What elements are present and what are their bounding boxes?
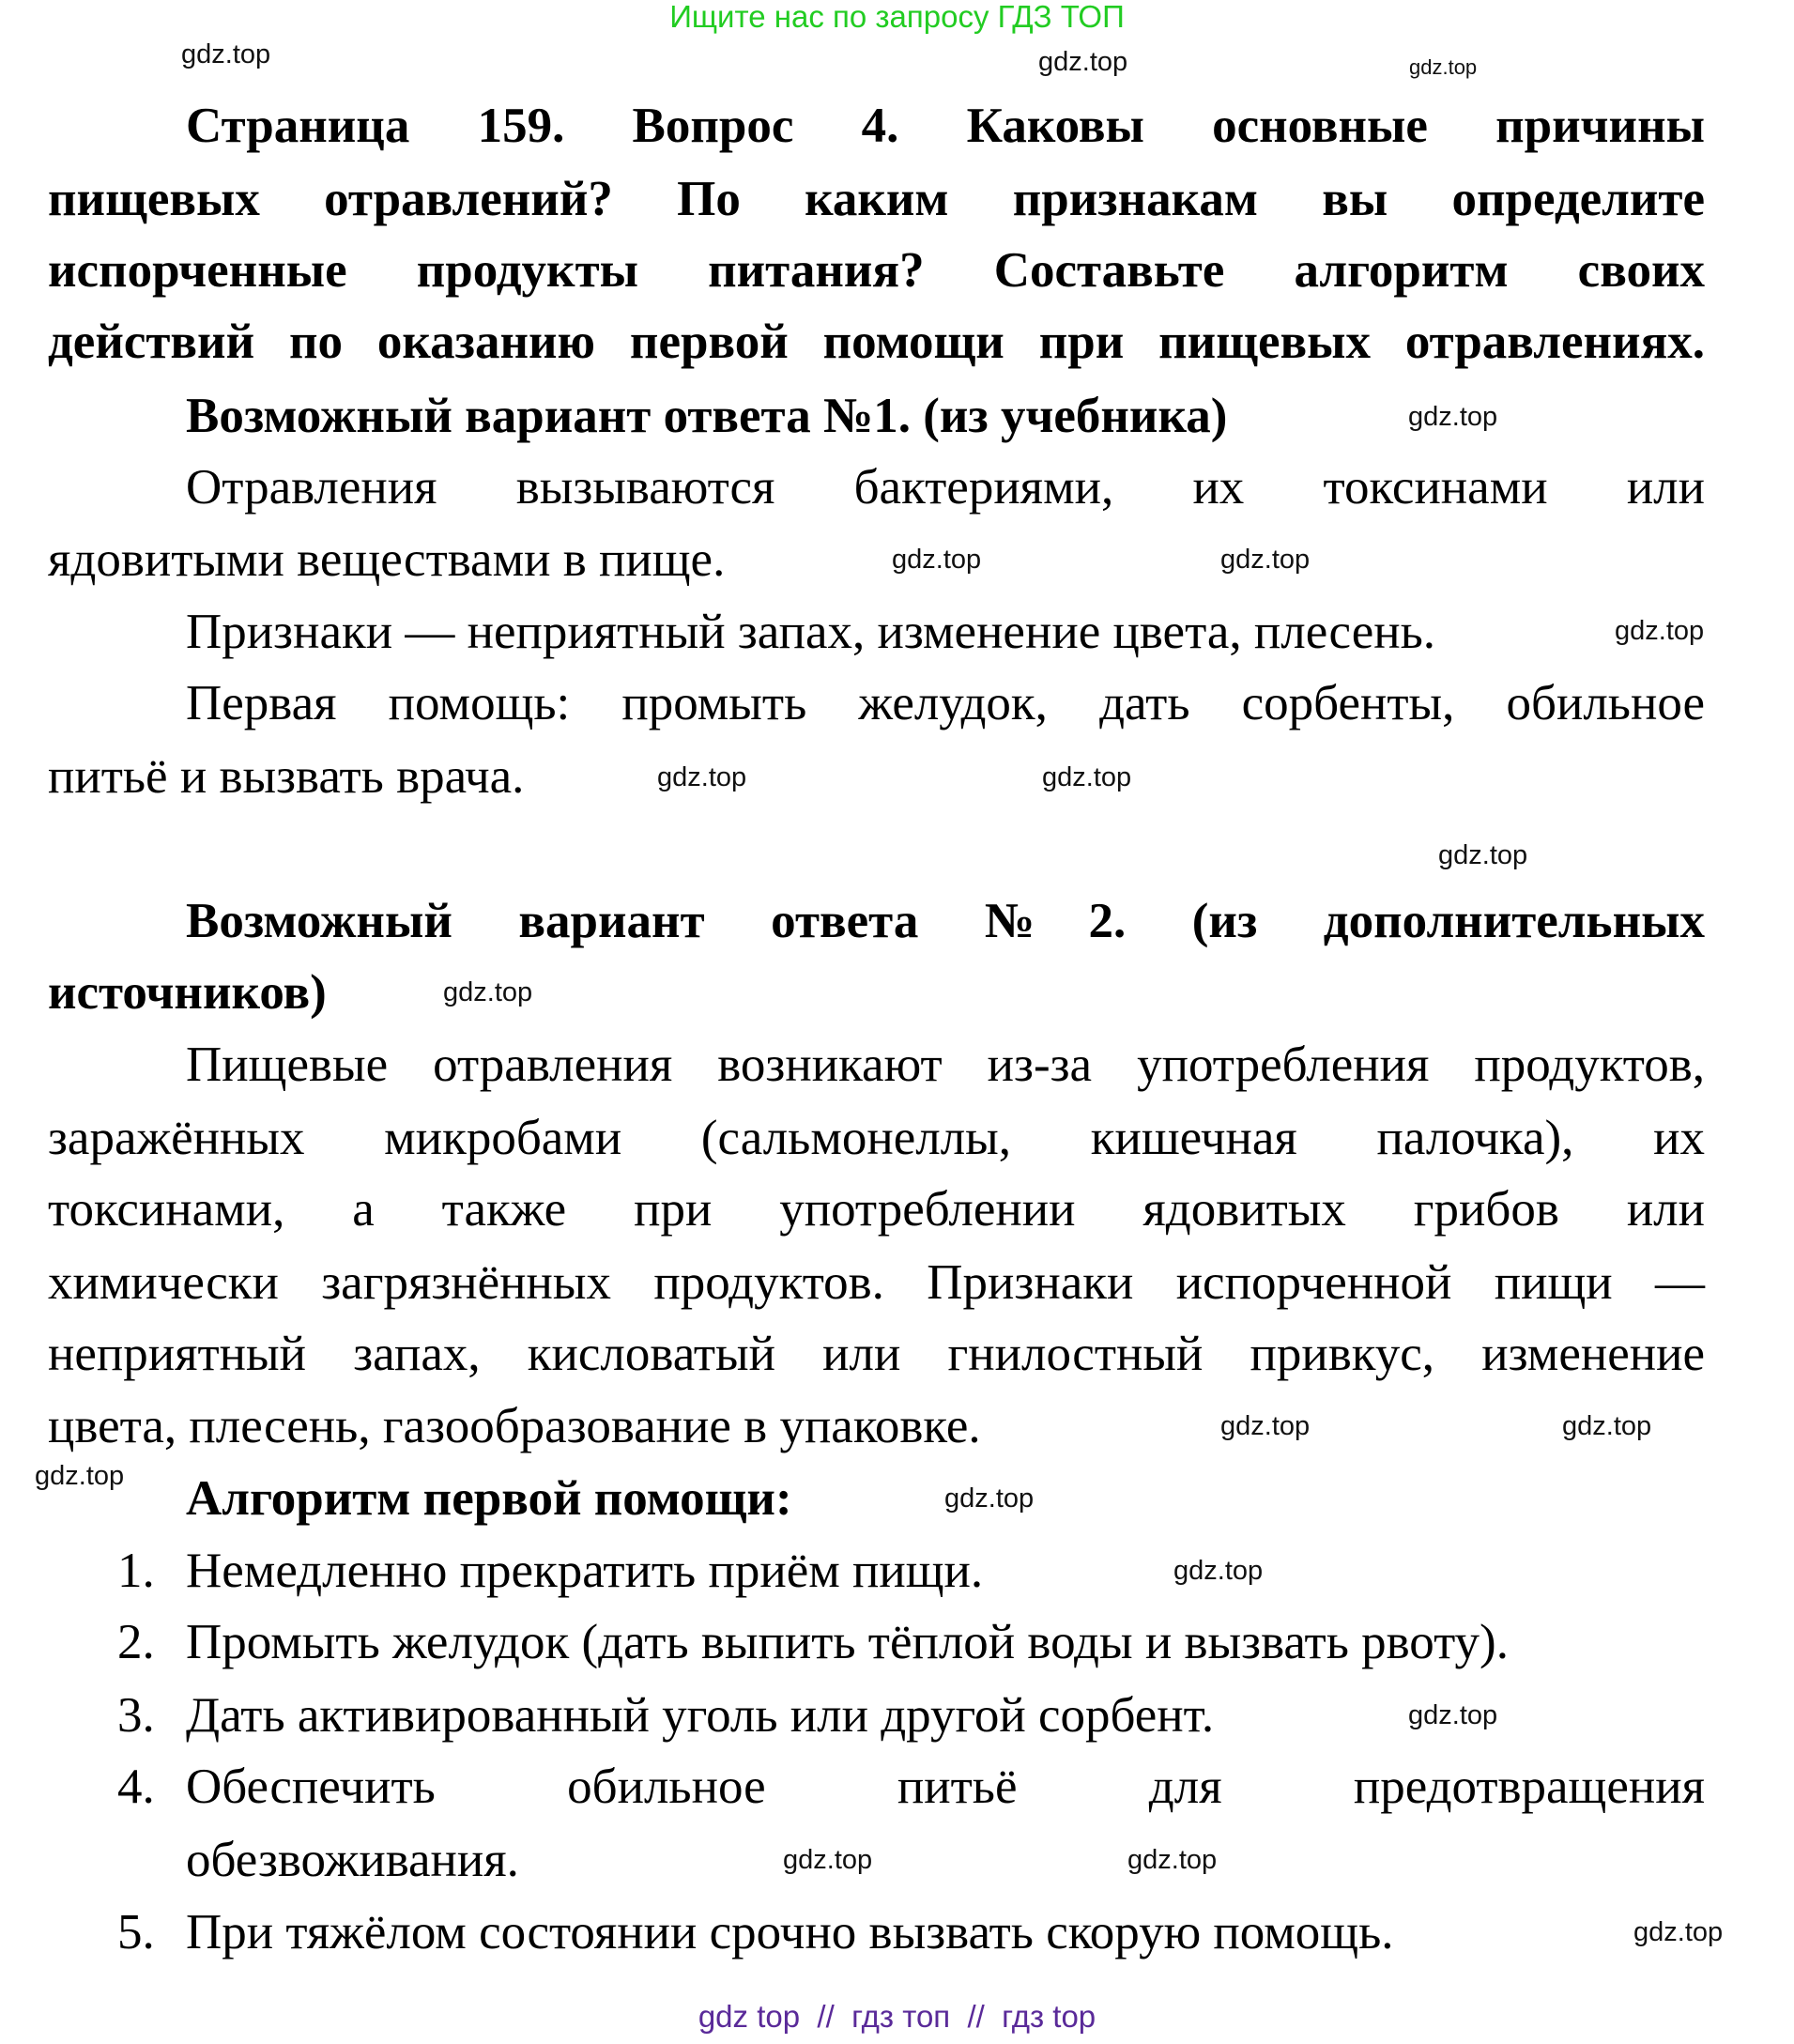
watermark: gdz.top (944, 1483, 1035, 1514)
answer2-heading: Возможный вариант ответа №2. (из дополнительных (186, 894, 1705, 948)
watermark: gdz.top (657, 762, 747, 792)
answer2-line: неприятный запах, кисловатый или гнилостный привкус, изменение (48, 1327, 1705, 1381)
watermark: gdz.top (1438, 840, 1528, 870)
answer1-line: Отравления вызываются бактериями, их токсинами или (186, 460, 1705, 515)
answer2-line: химически загрязнённых продуктов. Признаки испорченной пищи — (48, 1255, 1705, 1310)
step-text: Дать активированный уголь или другой сорбент. (186, 1688, 1215, 1743)
watermark: gdz.top (783, 1845, 873, 1875)
watermark: gdz.top (1038, 47, 1128, 77)
watermark: gdz.top (1615, 616, 1705, 646)
step-number: 1. (117, 1544, 155, 1598)
answer2-line: цвета, плесень, газообразование в упаковке. (48, 1399, 981, 1453)
step-number: 5. (117, 1905, 155, 1959)
question-line: Страница 159. Вопрос 4. Каковы основные причины (186, 99, 1705, 153)
algorithm-heading: Алгоритм первой помощи: (186, 1471, 792, 1526)
watermark: gdz.top (1562, 1411, 1652, 1441)
watermark: gdz.top (1408, 402, 1498, 432)
answer2-line: Пищевые отравления возникают из-за употребления продуктов, (186, 1037, 1705, 1092)
watermark: gdz.top (1220, 1411, 1311, 1441)
watermark: gdz.top (892, 545, 982, 575)
footer-links[interactable]: gdz top // гдз топ // гдз top (698, 1999, 1096, 2034)
watermark: gdz.top (1633, 1917, 1724, 1947)
search-banner[interactable]: Ищите нас по запросу ГДЗ ТОП (669, 0, 1125, 34)
answer1-line: питьё и вызвать врача. (48, 749, 525, 804)
answer1-heading: Возможный вариант ответа №1. (из учебника) (186, 389, 1228, 443)
step-number: 3. (117, 1688, 155, 1743)
watermark: gdz.top (35, 1461, 125, 1491)
watermark: gdz.top (1220, 545, 1311, 575)
answer2-line: токсинами, а также при употреблении ядовитых грибов или (48, 1182, 1705, 1237)
watermark: gdz.top (1409, 55, 1478, 79)
watermark: gdz.top (1173, 1556, 1264, 1586)
question-line: испорченные продукты питания? Составьте алгоритм своих (48, 243, 1705, 298)
question-line: действий по оказанию первой помощи при пищевых отравлениях. (48, 315, 1705, 369)
watermark: gdz.top (1408, 1700, 1498, 1730)
watermark: gdz.top (443, 977, 533, 1007)
step-text: Обеспечить обильное питьё для предотвращения (186, 1760, 1705, 1814)
watermark: gdz.top (1042, 762, 1132, 792)
answer1-line: Признаки — неприятный запах, изменение цвета, плесень. (186, 605, 1436, 659)
step-text: При тяжёлом состоянии срочно вызвать скорую помощь. (186, 1905, 1394, 1959)
answer1-line: ядовитыми веществами в пище. (48, 532, 726, 587)
step-number: 2. (117, 1615, 155, 1669)
step-number: 4. (117, 1760, 155, 1814)
watermark: gdz.top (1127, 1845, 1218, 1875)
answer2-line: заражённых микробами (сальмонеллы, кишечная палочка), их (48, 1111, 1705, 1165)
question-line: пищевых отравлений? По каким признакам вы определите (48, 172, 1705, 226)
answer2-heading: источников) (48, 965, 327, 1020)
watermark: gdz.top (181, 39, 271, 69)
step-text-continued: обезвоживания. (186, 1833, 519, 1887)
step-text: Промыть желудок (дать выпить тёплой воды и вызвать рвоту). (186, 1615, 1509, 1669)
step-text: Немедленно прекратить приём пищи. (186, 1544, 984, 1598)
answer1-line: Первая помощь: промыть желудок, дать сорбенты, обильное (186, 676, 1705, 730)
